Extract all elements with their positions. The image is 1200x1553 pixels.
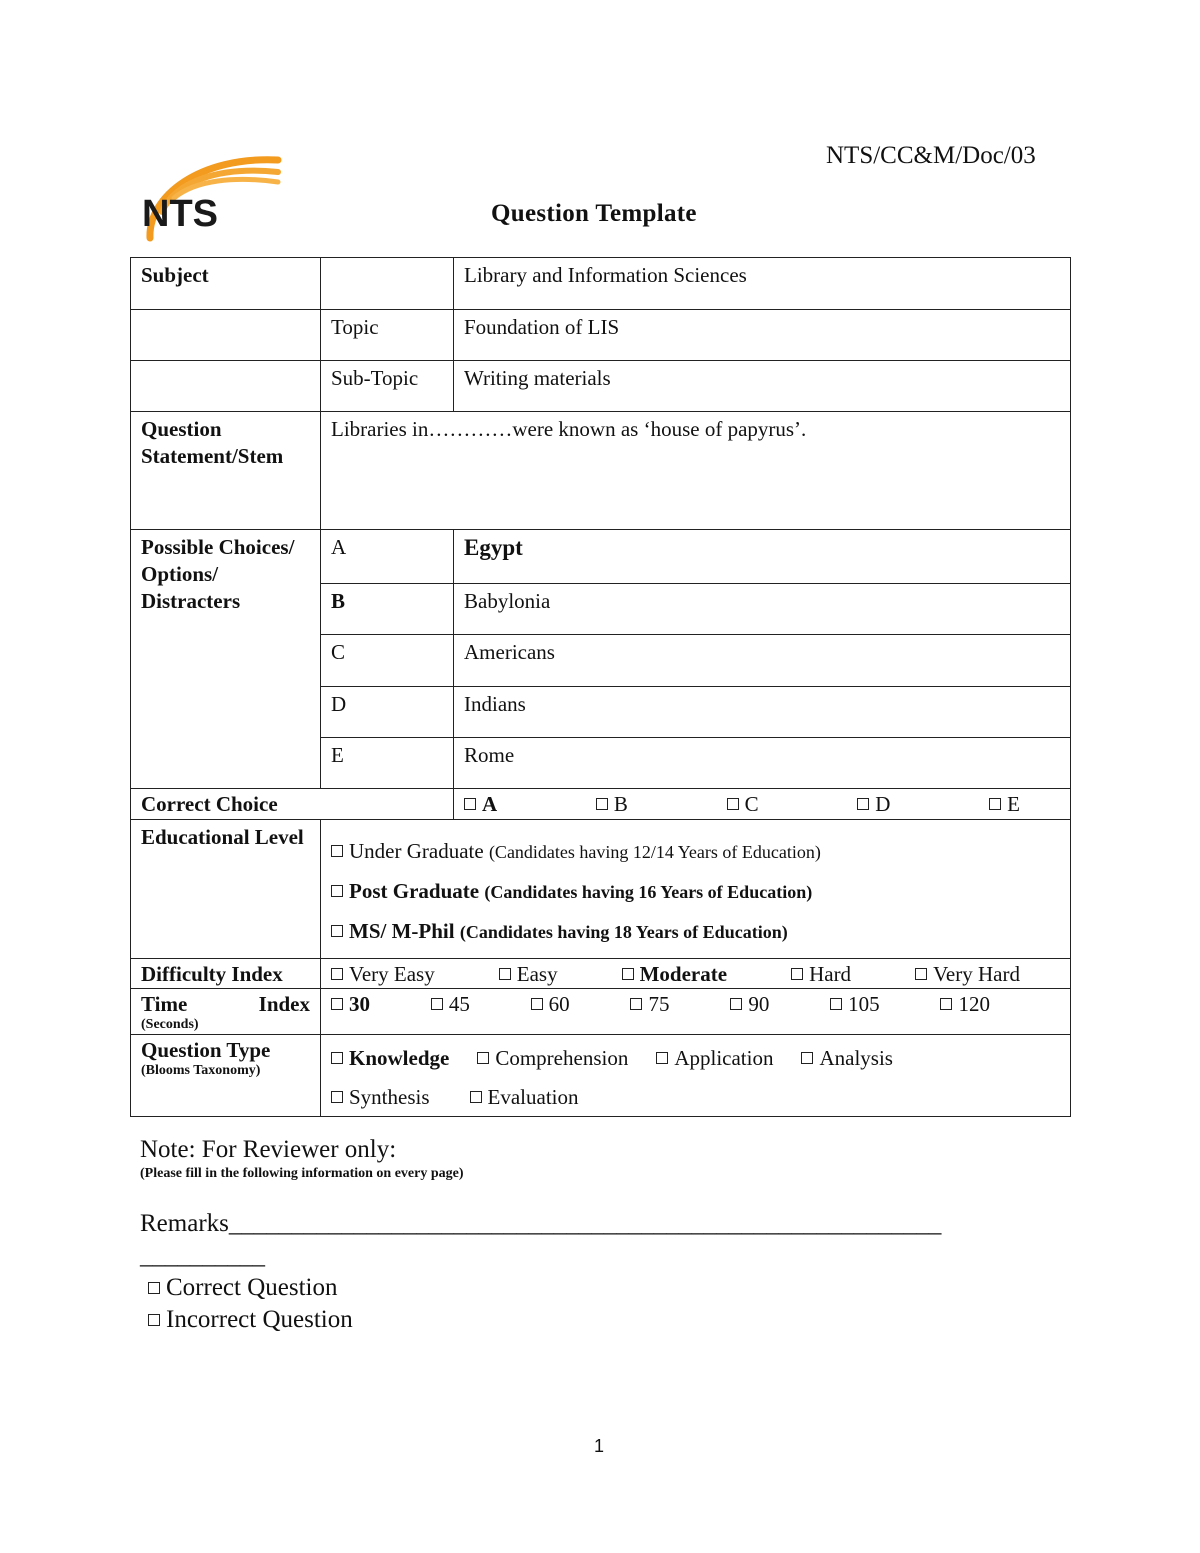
difficulty-option[interactable]: Very Hard [915,961,1020,988]
topic-value[interactable]: Foundation of LIS [454,310,1071,361]
subject-value[interactable]: Library and Information Sciences [454,258,1071,310]
educational-level-label: Educational Level [131,820,321,959]
question-type-label: Question Type (Blooms Taxonomy) [131,1035,321,1117]
correct-option-d[interactable]: D [857,791,890,818]
time-option[interactable]: 105 [830,991,880,1018]
subtopic-value[interactable]: Writing materials [454,361,1071,412]
qtype-option[interactable]: Comprehension [477,1045,628,1072]
question-row [131,412,1071,530]
checkbox-icon [940,998,952,1010]
checkbox-icon [477,1052,489,1064]
topic-label: Topic [321,310,454,361]
difficulty-option[interactable]: Easy [499,961,558,988]
checkbox-icon [531,998,543,1010]
qtype-option[interactable]: Synthesis [331,1084,430,1111]
correct-choice-label: Correct Choice [131,789,454,820]
correct-option-b[interactable]: B [596,791,628,818]
checkbox-icon [331,925,343,937]
checkbox-icon [730,998,742,1010]
question-type-sub: (Blooms Taxonomy) [141,1063,261,1078]
time-option[interactable]: 90 [730,991,769,1018]
question-type-row [131,1035,1071,1117]
choice-text[interactable]: Rome [454,738,1071,789]
checkbox-icon [622,968,634,980]
remarks-field-line2[interactable]: __________ [140,1242,265,1269]
correct-option-e[interactable]: E [989,791,1020,818]
choices-label: Possible Choices/ Options/ Distracters [131,530,321,789]
qtype-option[interactable]: Knowledge [331,1045,449,1072]
choice-text[interactable]: Indians [454,687,1071,738]
time-index-row [131,989,1071,1035]
correct-option-a[interactable]: A [464,791,497,818]
time-index-label: Time Index (Seconds) [131,989,321,1035]
page-number: 1 [594,1436,605,1456]
difficulty-option[interactable]: Hard [791,961,851,988]
checkbox-icon [915,968,927,980]
checkbox-icon [148,1314,160,1326]
checkbox-icon [596,798,608,810]
topic-row [131,310,1071,361]
checkbox-icon [148,1282,160,1294]
difficulty-option[interactable]: Very Easy [331,961,435,988]
subject-row [131,258,1071,310]
checkbox-icon [331,1052,343,1064]
checkbox-icon [464,798,476,810]
time-option[interactable]: 30 [331,991,370,1018]
choice-letter: A [321,530,454,584]
qtype-option[interactable]: Application [656,1045,773,1072]
difficulty-label: Difficulty Index [131,959,321,989]
reviewer-note-sub: (Please fill in the following information on every page) [140,1166,464,1181]
checkbox-icon [989,798,1001,810]
checkbox-icon [331,968,343,980]
time-option[interactable]: 120 [940,991,990,1018]
time-index-sub: (Seconds) [141,1017,199,1032]
checkbox-icon [727,798,739,810]
edu-option-undergrad[interactable]: Under Graduate (Candidates having 12/14 Years of Education) [331,838,1060,866]
choice-letter: E [321,738,454,789]
correct-choice-row [131,789,1071,820]
checkbox-icon [331,845,343,857]
checkbox-icon [801,1052,813,1064]
document-code: NTS/CC&M/Doc/03 [826,142,1036,169]
checkbox-icon [331,998,343,1010]
correct-choice-options [464,791,1060,818]
checkbox-icon [857,798,869,810]
nts-logo [140,146,290,244]
subtopic-label: Sub-Topic [321,361,454,412]
choice-letter: B [321,584,454,635]
time-option[interactable]: 75 [630,991,669,1018]
qtype-option[interactable]: Evaluation [470,1084,579,1111]
qtype-option[interactable]: Analysis [801,1045,893,1072]
checkbox-icon [499,968,511,980]
incorrect-question-option[interactable]: Incorrect Question [148,1306,353,1334]
checkbox-icon [331,885,343,897]
correct-question-option[interactable]: Correct Question [148,1274,337,1302]
choice-row [131,530,1071,584]
subject-label: Subject [131,258,321,310]
checkbox-icon [791,968,803,980]
edu-option-mphil[interactable]: MS/ M-Phil (Candidates having 18 Years of Education) [331,918,1060,946]
choice-letter: C [321,635,454,687]
question-form [130,257,1071,1117]
checkbox-icon [431,998,443,1010]
checkbox-icon [331,1091,343,1103]
correct-option-c[interactable]: C [727,791,759,818]
time-option[interactable]: 45 [431,991,470,1018]
choice-text[interactable]: Egypt [454,530,1071,584]
checkbox-icon [470,1091,482,1103]
page-title: Question Template [491,200,697,227]
question-label: Question Statement/Stem [131,412,321,530]
question-statement[interactable]: Libraries in…………were known as ‘house of papyrus’. [321,412,1071,530]
time-option[interactable]: 60 [531,991,570,1018]
subtopic-row [131,361,1071,412]
edu-option-postgrad[interactable]: Post Graduate (Candidates having 16 Years of Education) [331,878,1060,906]
checkbox-icon [656,1052,668,1064]
difficulty-row [131,959,1071,989]
choice-letter: D [321,687,454,738]
choice-text[interactable]: Babylonia [454,584,1071,635]
choice-text[interactable]: Americans [454,635,1071,687]
checkbox-icon [630,998,642,1010]
remarks-field[interactable]: Remarks_________________________________________________________ [140,1210,942,1237]
logo-text: NTS [142,193,218,235]
educational-level-row [131,820,1071,959]
difficulty-option[interactable]: Moderate [622,961,727,988]
reviewer-note: Note: For Reviewer only: [140,1136,397,1163]
checkbox-icon [830,998,842,1010]
